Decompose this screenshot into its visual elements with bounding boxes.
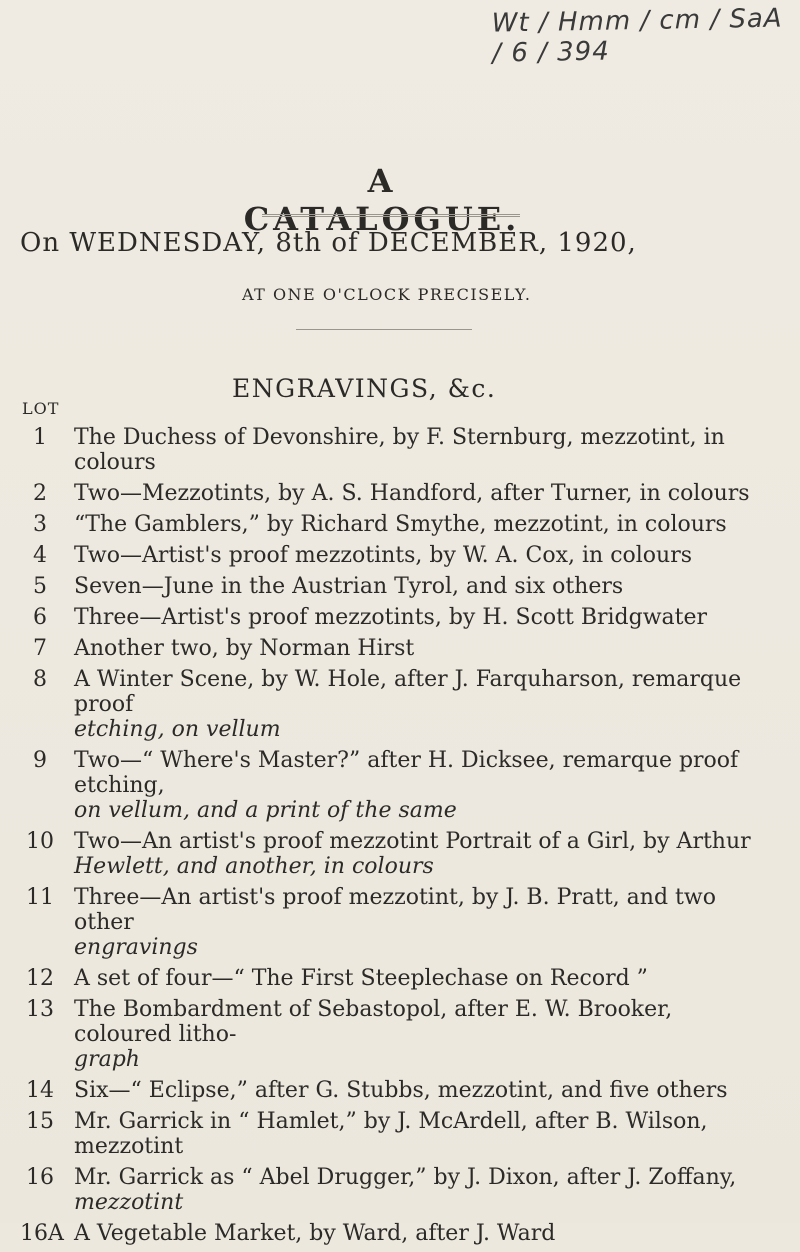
lot-number: 9	[33, 748, 47, 773]
page-title: A CATALOGUE.	[243, 162, 521, 238]
lot-number: 2	[33, 481, 47, 506]
lot-number: 4	[33, 543, 47, 568]
lot-description-text: A Winter Scene, by W. Hole, after J. Farquharson, remarque proof	[74, 667, 742, 717]
lot-description-text: Two—Artist's proof mezzotints, by W. A. Cox, in colours	[74, 543, 693, 568]
sale-dateline: On WEDNESDAY, 8th of DECEMBER, 1920,	[20, 228, 637, 258]
lot-description	[74, 1078, 774, 1103]
list-item	[0, 574, 800, 599]
lot-description	[74, 425, 774, 475]
list-item	[0, 966, 800, 991]
lot-description-text: Mr. Garrick in “ Hamlet,” by J. McArdell, after B. Wilson, mezzotint	[74, 1109, 708, 1159]
lot-description-text: Six—“ Eclipse,” after G. Stubbs, mezzotint, and five others	[74, 1078, 728, 1103]
lot-description-continuation: etching, on vellum	[74, 717, 281, 742]
list-item	[0, 997, 800, 1072]
list-item	[0, 543, 800, 568]
lot-number: 12	[26, 966, 54, 991]
lot-number: 13	[26, 997, 54, 1022]
lot-description-text: Two—Mezzotints, by A. S. Handford, after Turner, in colours	[74, 481, 750, 506]
list-item	[0, 481, 800, 506]
lot-description-continuation: graph	[74, 1047, 140, 1072]
list-item	[0, 605, 800, 630]
lot-number: 7	[33, 636, 47, 661]
lot-description	[74, 1109, 774, 1159]
lot-description-continuation: on vellum, and a print of the same	[74, 798, 457, 823]
list-item	[0, 885, 800, 960]
lot-description-text: Three—Artist's proof mezzotints, by H. Scott Bridgwater	[74, 605, 708, 630]
lot-number: 14	[26, 1078, 54, 1103]
handwritten-note: Wt / Hmm / cm / SaA / 6 / 394	[491, 3, 783, 69]
lot-description-text: Two—An artist's proof mezzotint Portrait of a Girl, by Arthur	[74, 829, 751, 854]
lot-description	[74, 1221, 774, 1246]
lot-description	[74, 636, 774, 661]
lot-description	[74, 966, 774, 991]
lot-description	[74, 748, 774, 823]
lot-description-continuation: engravings	[74, 935, 198, 960]
lot-description	[74, 667, 774, 742]
list-item	[0, 425, 800, 475]
lot-description-text: Three—An artist's proof mezzotint, by J. B. Pratt, and two other	[74, 885, 716, 935]
lot-description	[74, 481, 774, 506]
sale-time: AT ONE O'CLOCK PRECISELY.	[242, 285, 532, 304]
list-item	[0, 1109, 800, 1159]
title-rule	[262, 214, 520, 217]
lot-description	[74, 574, 774, 599]
lot-description-text: Seven—June in the Austrian Tyrol, and six others	[74, 574, 624, 599]
lot-description-text: Mr. Garrick as “ Abel Drugger,” by J. Dixon, after J. Zoffany,	[74, 1165, 737, 1190]
lot-number: 5	[33, 574, 47, 599]
list-item	[0, 512, 800, 537]
list-item	[0, 829, 800, 879]
lot-description-continuation: Hewlett, and another, in colours	[74, 854, 434, 879]
lot-description	[74, 829, 774, 879]
lot-description	[74, 1165, 774, 1215]
list-item	[0, 1165, 800, 1215]
lot-number: 3	[33, 512, 47, 537]
lot-number: 10	[26, 829, 54, 854]
lot-description-text: Two—“ Where's Master?” after H. Dicksee, remarque proof etching,	[74, 748, 739, 798]
lot-description-text: The Bombardment of Sebastopol, after E. W. Brooker, coloured litho-	[74, 997, 673, 1047]
lot-number: 15	[26, 1109, 54, 1134]
list-item	[0, 667, 800, 742]
list-item	[0, 1078, 800, 1103]
lot-description-text: A set of four—“ The First Steeplechase on Record ”	[74, 966, 648, 991]
lot-description-text: A Vegetable Market, by Ward, after J. Ward	[74, 1221, 556, 1246]
lot-number: 11	[26, 885, 54, 910]
lot-description	[74, 997, 774, 1072]
lot-description-text: The Duchess of Devonshire, by F. Sternburg, mezzotint, in colours	[74, 425, 725, 475]
lot-list	[0, 425, 800, 1252]
lot-description	[74, 885, 774, 960]
lot-description	[74, 605, 774, 630]
lot-number: 16A	[20, 1221, 64, 1246]
lot-description-continuation: mezzotint	[74, 1190, 184, 1215]
lot-number: 8	[33, 667, 47, 692]
subtitle-rule	[296, 329, 472, 330]
lot-number: 1	[33, 425, 47, 450]
lot-description	[74, 543, 774, 568]
lot-description-text: “The Gamblers,” by Richard Smythe, mezzotint, in colours	[74, 512, 727, 537]
lot-number: 16	[26, 1165, 54, 1190]
lot-number: 6	[33, 605, 47, 630]
lot-description	[74, 512, 774, 537]
lot-column-header: LOT	[22, 399, 60, 418]
list-item	[0, 636, 800, 661]
list-item	[0, 1221, 800, 1246]
lot-description-text: Another two, by Norman Hirst	[74, 636, 415, 661]
section-heading: ENGRAVINGS, &c.	[232, 374, 497, 403]
list-item	[0, 748, 800, 823]
